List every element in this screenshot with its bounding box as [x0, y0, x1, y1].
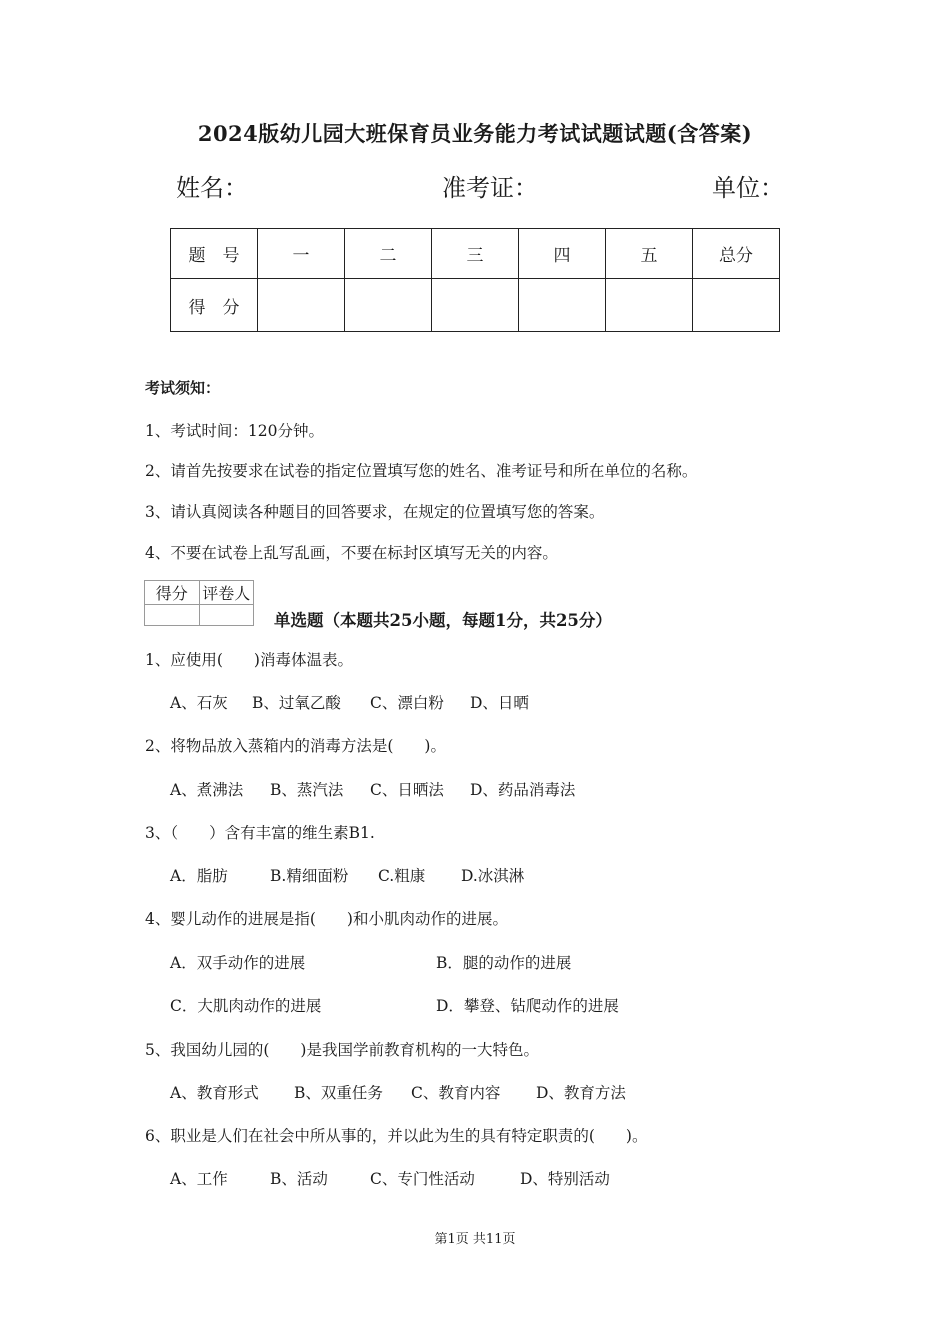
notice-item: 4、不要在试卷上乱写乱画，不要在标封区填写无关的内容。 [145, 544, 558, 562]
option-d: D、教育方法 [536, 1084, 626, 1102]
score-header-cell: 一 [258, 229, 345, 279]
option-d: D、药品消毒法 [470, 781, 576, 799]
notice-title: 考试须知： [145, 379, 221, 397]
page-footer: 第1页 共11页 [434, 1232, 516, 1247]
option-a: A．双手动作的进展 [170, 954, 306, 972]
score-row-label: 得 分 [171, 279, 258, 332]
question-1: 1、应使用( )消毒体温表。 [145, 651, 353, 669]
notice-item: 1、考试时间：120分钟。 [145, 422, 324, 440]
notice-item: 3、请认真阅读各种题目的回答要求，在规定的位置填写您的答案。 [145, 503, 605, 521]
score-entry-cell [258, 279, 345, 332]
question-4: 4、婴儿动作的进展是指( )和小肌肉动作的进展。 [145, 910, 508, 928]
option-a: A、工作 [170, 1170, 228, 1188]
score-entry-cell [606, 279, 693, 332]
score-header-cell: 四 [519, 229, 606, 279]
option-d: D．攀登、钻爬动作的进展 [436, 997, 619, 1015]
option-b: B、蒸汽法 [270, 781, 344, 799]
section-heading: 单选题（本题共25小题，每题1分，共25分） [274, 611, 612, 630]
option-a: A、煮沸法 [170, 781, 244, 799]
question-2: 2、将物品放入蒸箱内的消毒方法是( )。 [145, 737, 446, 755]
option-b: B、双重任务 [294, 1084, 383, 1102]
option-c: C．大肌肉动作的进展 [170, 997, 322, 1015]
score-header-cell: 三 [432, 229, 519, 279]
name-field-label: 姓名： [176, 174, 248, 202]
option-c: C、专门性活动 [370, 1170, 475, 1188]
grader-name-label: 评卷人 [199, 581, 254, 605]
score-entry-cell [519, 279, 606, 332]
score-entry-cell [693, 279, 780, 332]
candidate-fields [0, 168, 950, 208]
grader-score-label: 得分 [145, 581, 200, 605]
score-entry-cell [432, 279, 519, 332]
option-b: B.精细面粉 [270, 867, 349, 885]
score-header-cell: 题 号 [171, 229, 258, 279]
score-table [170, 228, 780, 332]
page-title: 2024版幼儿园大班保育员业务能力考试试题试题(含答案) [197, 121, 753, 146]
score-table-score-row [171, 279, 780, 332]
option-d: D、日晒 [470, 694, 529, 712]
option-d: D.冰淇淋 [461, 867, 525, 885]
score-header-cell: 总分 [693, 229, 780, 279]
score-table-header-row [171, 229, 780, 279]
grader-score-cell [145, 605, 200, 626]
option-a: A、教育形式 [170, 1084, 259, 1102]
grader-name-cell [199, 605, 254, 626]
score-header-cell: 五 [606, 229, 693, 279]
option-d: D、特别活动 [520, 1170, 610, 1188]
option-b: B．腿的动作的进展 [436, 954, 572, 972]
notice-item: 2、请首先按要求在试卷的指定位置填写您的姓名、准考证号和所在单位的名称。 [145, 462, 698, 480]
option-b: B、过氧乙酸 [252, 694, 341, 712]
unit-field-label: 单位： [712, 174, 784, 202]
option-c: C、漂白粉 [370, 694, 444, 712]
score-entry-cell [345, 279, 432, 332]
option-c: C、日晒法 [370, 781, 444, 799]
option-c: C.粗康 [378, 867, 426, 885]
option-a: A．脂肪 [170, 867, 228, 885]
question-5: 5、我国幼儿园的( )是我国学前教育机构的一大特色。 [145, 1041, 539, 1059]
grader-box [144, 580, 254, 626]
score-header-cell: 二 [345, 229, 432, 279]
exam-id-field-label: 准考证： [442, 174, 538, 202]
option-c: C、教育内容 [411, 1084, 501, 1102]
option-a: A、石灰 [170, 694, 228, 712]
question-6: 6、职业是人们在社会中所从事的，并以此为生的具有特定职责的( )。 [145, 1127, 648, 1145]
question-3: 3、（ ）含有丰富的维生素B1. [145, 824, 375, 842]
option-b: B、活动 [270, 1170, 328, 1188]
